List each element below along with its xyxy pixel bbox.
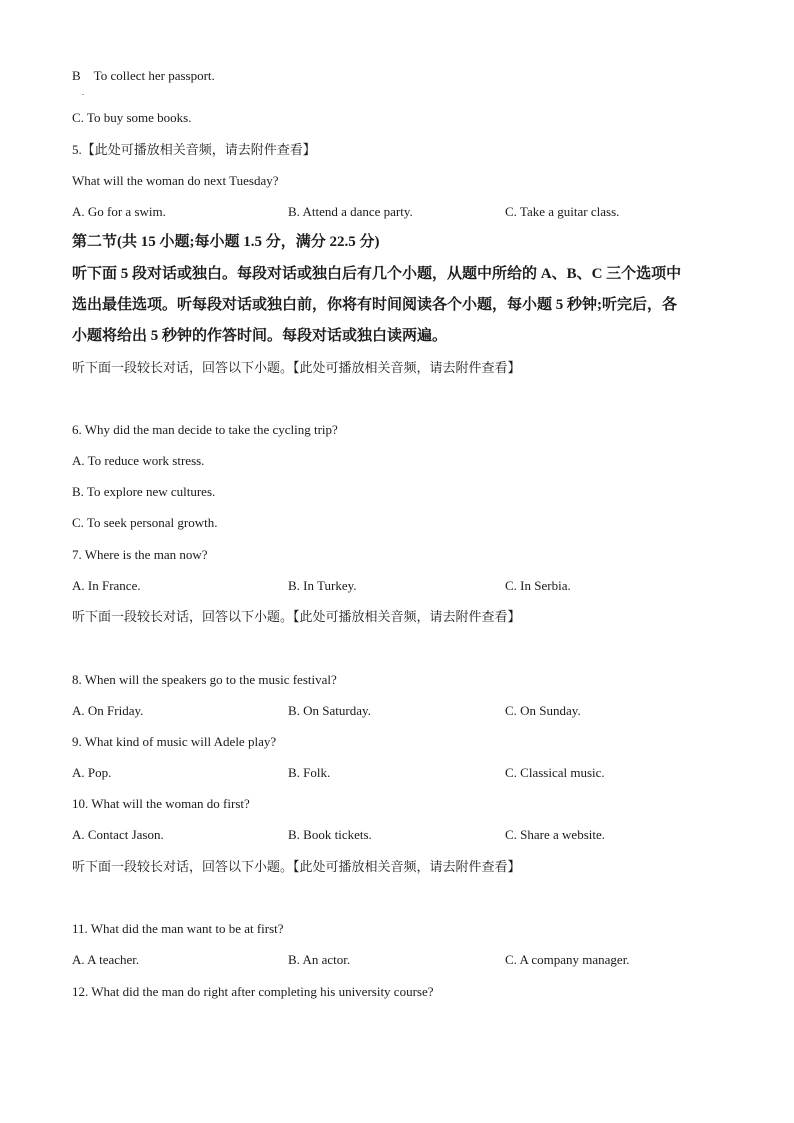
q7-question: 7. Where is the man now? bbox=[72, 547, 208, 562]
q6-option-c: C. To seek personal growth. bbox=[72, 515, 218, 530]
audio-note-1: 听下面一段较长对话，回答以下小题。【此处可播放相关音频，请去附件查看】 bbox=[72, 360, 521, 375]
q6-option-a: A. To reduce work stress. bbox=[72, 453, 205, 468]
audio-note-2: 听下面一段较长对话，回答以下小题。【此处可播放相关音频，请去附件查看】 bbox=[72, 609, 521, 624]
q11-option-a: A. A teacher. bbox=[72, 952, 140, 967]
q5-audio-note: 5.【此处可播放相关音频，请去附件查看】 bbox=[72, 142, 316, 157]
section-title: 第二节(共 15 小题;每小题 1.5 分，满分 22.5 分) bbox=[72, 234, 380, 250]
q10-option-a: A. Contact Jason. bbox=[72, 827, 164, 842]
q9-option-a: A. Pop. bbox=[72, 765, 112, 780]
q12-question: 12. What did the man do right after completing his university course? bbox=[72, 984, 434, 999]
q10-option-c: C. Share a website. bbox=[505, 827, 606, 842]
q11-question: 11. What did the man want to be at first? bbox=[72, 921, 284, 936]
q8-option-c: C. On Sunday. bbox=[505, 703, 581, 718]
q10-option-b: B. Book tickets. bbox=[288, 827, 372, 842]
q6-question: 6. Why did the man decide to take the cycling trip? bbox=[72, 422, 338, 437]
q10-question: 10. What will the woman do first? bbox=[72, 796, 250, 811]
q8-question: 8. When will the speakers go to the music festival? bbox=[72, 672, 337, 687]
q11-option-c: C. A company manager. bbox=[505, 952, 630, 967]
q11-option-b: B. An actor. bbox=[288, 952, 351, 967]
q7-option-a: A. In France. bbox=[72, 578, 141, 593]
q9-option-c: C. Classical music. bbox=[505, 765, 605, 780]
audio-note-3: 听下面一段较长对话，回答以下小题。【此处可播放相关音频，请去附件查看】 bbox=[72, 859, 521, 874]
q5-option-a: A. Go for a swim. bbox=[72, 204, 166, 219]
option-b-passport: B To collect her passport. bbox=[72, 68, 215, 83]
q7-option-c: C. In Serbia. bbox=[505, 578, 571, 593]
instructions-line-1: 听下面 5 段对话或独白。每段对话或独白后有几个小题，从题中所给的 A、B、C 三个选项中 bbox=[72, 266, 682, 282]
q5-option-b: B. Attend a dance party. bbox=[288, 204, 413, 219]
q8-option-a: A. On Friday. bbox=[72, 703, 144, 718]
instructions-line-3: 小题将给出 5 秒钟的作答时间。每段对话或独白读两遍。 bbox=[72, 328, 448, 344]
q9-option-b: B. Folk. bbox=[288, 765, 331, 780]
option-c-books: C. To buy some books. bbox=[72, 110, 192, 125]
dot-mark: . bbox=[82, 88, 84, 97]
q7-option-b: B. In Turkey. bbox=[288, 578, 357, 593]
instructions-line-2: 选出最佳选项。听每段对话或独白前，你将有时间阅读各个小题，每小题 5 秒钟;听完后，各 bbox=[72, 297, 677, 313]
q6-option-b: B. To explore new cultures. bbox=[72, 484, 216, 499]
q8-option-b: B. On Saturday. bbox=[288, 703, 371, 718]
q5-question: What will the woman do next Tuesday? bbox=[72, 173, 279, 188]
q5-option-c: C. Take a guitar class. bbox=[505, 204, 620, 219]
q9-question: 9. What kind of music will Adele play? bbox=[72, 734, 277, 749]
